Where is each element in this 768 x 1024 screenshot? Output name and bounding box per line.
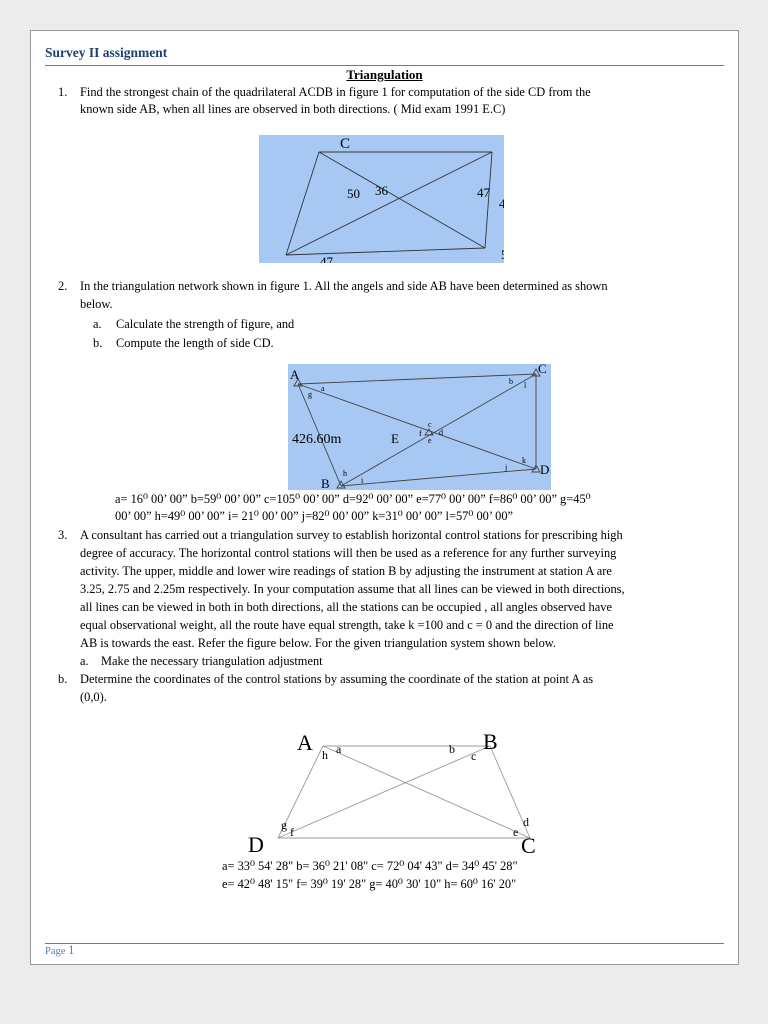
q3-number: 3. xyxy=(58,528,68,542)
fig1-label-c: C xyxy=(340,136,351,152)
figure-3-trapezoid xyxy=(238,726,558,853)
q2-line-1: In the triangulation network shown in figure 1. All the angels and side AB have been determined as shown xyxy=(80,279,608,293)
fig2-label-b: B xyxy=(321,476,330,490)
fig1-angle-d1: 47 xyxy=(477,185,490,200)
fig3-angle-h: h xyxy=(322,748,328,762)
q2-values-line-2: 00’ 00” h=49⁰ 00’ 00” i= 21⁰ 00’ 00” j=82⁰ 00’ 00” k=31⁰ 00’ 00” l=57⁰ 00’ 00” xyxy=(115,509,514,523)
q3-line-7: AB is towards the east. Refer the figure below. For the given triangulation system shown below. xyxy=(80,636,557,650)
q3b-number: b. xyxy=(58,672,68,686)
fig3-angle-b: b xyxy=(449,742,455,756)
header-title: Survey II assignment xyxy=(45,45,168,60)
q2-line-2: below. xyxy=(80,297,113,311)
fig2-label-a: A xyxy=(290,367,300,382)
fig3-angle-e: e xyxy=(513,825,519,839)
q1-number: 1. xyxy=(58,85,68,99)
fig3-angle-c: c xyxy=(471,749,477,763)
fig2-label-d: D xyxy=(540,462,550,477)
fig2-angle-g: g xyxy=(308,390,312,399)
fig2-angle-b: b xyxy=(509,377,513,386)
q3-line-3: activity. The upper, middle and lower wire readings of station B by adjusting the instrument at station A are xyxy=(80,564,612,578)
fig3-angle-a: a xyxy=(336,742,342,756)
q3a-number: a. xyxy=(80,654,89,668)
q2a-number: a. xyxy=(93,317,102,331)
fig3-angle-g: g xyxy=(281,818,287,832)
page-number: 1 xyxy=(68,942,75,957)
document-page xyxy=(30,30,739,965)
fig1-angle-c2: 36 xyxy=(375,183,388,198)
fig2-angle-d: d xyxy=(439,428,443,437)
fig2-angle-l: l xyxy=(524,381,527,390)
fig1-angle-a1: 47 xyxy=(320,254,333,263)
page-footer xyxy=(45,942,75,958)
figure-2-network xyxy=(288,364,551,490)
fig2-angle-j: j xyxy=(505,463,508,472)
fig3-angle-f: f xyxy=(290,825,294,839)
fig3-label-b: B xyxy=(483,729,498,754)
q3-line-6: equal observational weight, all the route have equal strength, take k =100 and c = 0 and the direction of line xyxy=(80,618,614,632)
section-title: Triangulation xyxy=(346,67,423,82)
footer-rule xyxy=(45,943,724,944)
fig2-angle-h: h xyxy=(343,469,347,478)
fig3-angle-d: d xyxy=(523,815,529,829)
fig3-label-d: D xyxy=(248,832,264,853)
q3-line-4: 3.25, 2.75 and 2.25m respectively. In your computation assume that all lines can be viewed in both directions, xyxy=(80,582,625,596)
fig2-angle-e: e xyxy=(428,436,432,445)
q3-line-2: degree of accuracy. The horizontal control stations will then be used as a reference for any further surveying xyxy=(80,546,617,560)
fig2-angle-k: k xyxy=(522,456,526,465)
fig3-values-line-2: e= 42⁰ 48' 15" f= 39⁰ 19' 28" g= 40⁰ 30' 10" h= 60⁰ 16' 20" xyxy=(222,877,517,891)
q3b-line-1: Determine the coordinates of the control stations by assuming the coordinate of the station at point A as xyxy=(80,672,594,686)
fig2-side-ab: 426.60m xyxy=(292,432,342,447)
header-rule xyxy=(45,65,724,66)
fig1-angle-b1 xyxy=(478,260,492,263)
q2b-text: Compute the length of side CD. xyxy=(116,336,274,350)
fig3-label-a: A xyxy=(297,730,313,755)
fig1-angle-b2 xyxy=(501,247,504,262)
figure-1-quadrilateral xyxy=(259,135,504,263)
fig2-angle-c: c xyxy=(428,420,432,429)
fig2-angle-a: a xyxy=(321,384,325,393)
q1-line-1: Find the strongest chain of the quadrilateral ACDB in figure 1 for computation of the side CD from the xyxy=(80,85,591,99)
q3-line-5: all lines can be viewed in both in both directions, all the stations can be occupied , all angles observed have xyxy=(80,600,612,614)
q3a-text: Make the necessary triangulation adjustment xyxy=(101,654,323,668)
fig3-label-c: C xyxy=(521,833,536,853)
q2-number: 2. xyxy=(58,279,68,293)
fig1-angle-c1: 50 xyxy=(347,186,360,201)
fig2-label-c: C xyxy=(538,364,547,376)
q2b-number: b. xyxy=(93,336,103,350)
fig1-angle-d2: 4 xyxy=(499,196,504,211)
fig2-angle-i: i xyxy=(361,476,364,485)
fig3-values-line-1: a= 33⁰ 54' 28" b= 36⁰ 21' 08" c= 72⁰ 04' 43" d= 34⁰ 45' 28" xyxy=(222,859,518,873)
fig2-angle-f: f xyxy=(419,429,422,438)
fig2-label-e: E xyxy=(391,431,399,446)
q2a-text: Calculate the strength of figure, and xyxy=(116,317,295,331)
q2-values-line-1: a= 16⁰ 00’ 00” b=59⁰ 00’ 00” c=105⁰ 00’ 00” d=92⁰ 00’ 00” e=77⁰ 00’ 00” f=86⁰ 00’ 00” g=45⁰ xyxy=(115,492,591,506)
q3-line-1: A consultant has carried out a triangulation survey to establish horizontal control stations for prescribing high xyxy=(80,528,623,542)
q3b-line-2: (0,0). xyxy=(80,690,107,704)
q1-line-2: known side AB, when all lines are observed in both directions. ( Mid exam 1991 E.C) xyxy=(80,102,506,116)
footer-label: Page xyxy=(45,946,69,957)
